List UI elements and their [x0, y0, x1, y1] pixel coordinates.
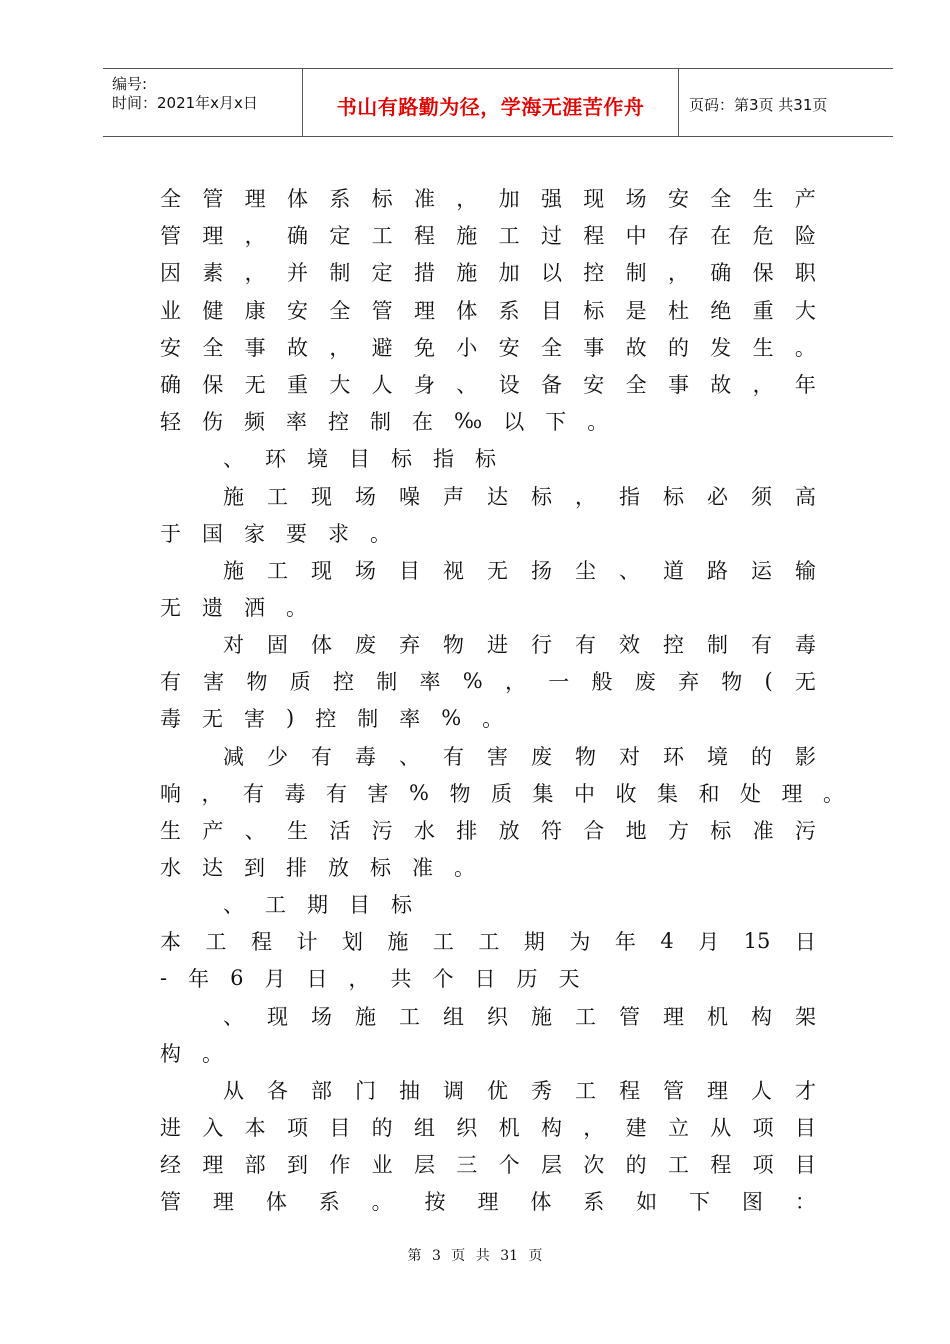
text-line: 无 遗 洒 。: [160, 596, 307, 620]
text-line: 轻 伤 频 率 控 制 在 ‰ 以 下 。: [160, 409, 609, 434]
text-line: 施 工 现 场 噪 声 达 标 ， 指 标 必 须 高: [223, 485, 816, 509]
text-line: 进 入 本 项 目 的 组 织 机 构 ， 建 立 从 项 目: [160, 1116, 816, 1140]
text-line: 管 理 ， 确 定 工 程 施 工 过 程 中 存 在 危 险: [160, 224, 816, 248]
page-footer: 第 3 页 共 31 页: [407, 1248, 543, 1264]
text-line: 施 工 现 场 目 视 无 扬 尘 、 道 路 运 输: [223, 559, 816, 583]
text-line: 构 。: [160, 1042, 223, 1066]
text-line: 因 素 ， 并 制 定 措 施 加 以 控 制 ， 确 保 职: [160, 261, 816, 285]
text-line: 本 工 程 计 划 施 工 工 期 为 年 4 月 15 日: [160, 929, 816, 954]
text-line: 减 少 有 毒 、 有 害 废 物 对 环 境 的 影: [223, 745, 816, 769]
header-left-cell: [103, 69, 302, 136]
text-line: 毒 无 害 ) 控 制 率 % 。: [160, 706, 504, 731]
text-line: 业 健 康 安 全 管 理 体 系 目 标 是 杜 绝 重 大: [160, 299, 816, 323]
header-page-cell: [678, 69, 893, 136]
text-line: 管 理 体 系 。 按 理 体 系 如 下 图 ：: [160, 1190, 816, 1214]
text-line: - 年 6 月 日 ， 共 个 日 历 天: [160, 966, 580, 991]
doc-time-label: 时间：2021年x月x日: [112, 94, 258, 112]
text-line: 、 环 境 目 标 指 标: [223, 447, 496, 471]
header-motto: 书山有路勤为径，学海无涯苦作舟: [336, 95, 645, 119]
text-line: 有 害 物 质 控 制 率 % ， 一 般 废 弃 物 ( 无: [160, 669, 816, 694]
text-line: 水 达 到 排 放 标 准 。: [160, 856, 475, 880]
text-line: 、 现 场 施 工 组 织 施 工 管 理 机 构 架: [223, 1005, 816, 1029]
text-line: 生 产 、 生 活 污 水 排 放 符 合 地 方 标 准 污: [160, 819, 816, 843]
doc-number-label: 编号:: [112, 75, 148, 93]
header-motto-cell: [302, 69, 679, 136]
text-line: 于 国 家 要 求 。: [160, 522, 391, 546]
text-line: 对 固 体 废 弃 物 进 行 有 效 控 制 有 毒: [223, 633, 816, 657]
text-line: 确 保 无 重 大 人 身 、 设 备 安 全 事 故 ， 年: [160, 373, 816, 397]
text-line: 从 各 部 门 抽 调 优 秀 工 程 管 理 人 才: [223, 1079, 816, 1103]
header-page-info: 页码：第3页 共31页: [689, 96, 828, 114]
text-line: 安 全 事 故 ， 避 免 小 安 全 事 故 的 发 生 。: [160, 336, 816, 360]
text-line: 响 ， 有 毒 有 害 % 物 质 集 中 收 集 和 处 理 。: [160, 781, 844, 806]
text-line: 全 管 理 体 系 标 准 ， 加 强 现 场 安 全 生 产: [160, 187, 816, 211]
text-line: 、 工 期 目 标: [223, 893, 412, 917]
header-table: [103, 68, 893, 137]
text-line: 经 理 部 到 作 业 层 三 个 层 次 的 工 程 项 目: [160, 1153, 816, 1177]
